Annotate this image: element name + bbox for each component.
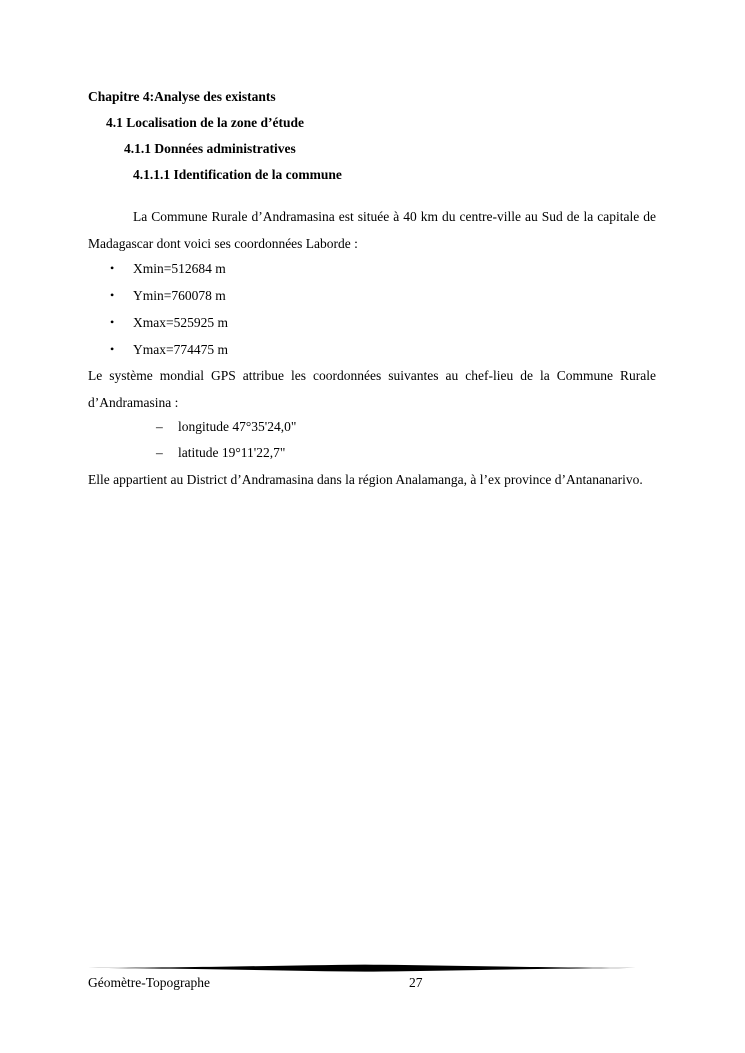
bullet-icon: • [110, 288, 115, 302]
gps-latitude: latitude 19°11'22,7" [178, 445, 286, 460]
intro-paragraph: La Commune Rurale d’Andramasina est située à 40 km du centre-ville au Sud de la capitale de Madagascar dont voici ses coordonnées Laborde : [88, 209, 656, 251]
chapter-heading: Chapitre 4:Analyse des existants [88, 89, 276, 104]
list-item [88, 440, 296, 466]
coordinate-ymax: Ymax=774475 m [133, 342, 228, 357]
list-item [88, 309, 228, 336]
bullet-icon: • [110, 315, 115, 329]
subsubsection-heading: 4.1.1.1 Identification de la commune [133, 167, 342, 182]
gps-longitude: longitude 47°35'24,0" [178, 419, 297, 434]
coordinate-xmin: Xmin=512684 m [133, 261, 226, 276]
dash-icon: – [156, 419, 163, 434]
footer-divider [88, 963, 643, 973]
gps-paragraph: Le système mondial GPS attribue les coordonnées suivantes au chef-lieu de la Commune Rurale d’Andramasina : [88, 368, 656, 410]
list-item [88, 336, 228, 363]
dash-icon: – [156, 445, 163, 460]
admin-paragraph: Elle appartient au District d’Andramasina dans la région Analamanga, à l’ex province d’Antananarivo. [88, 472, 643, 487]
list-item [88, 282, 228, 309]
coordinate-xmax: Xmax=525925 m [133, 315, 228, 330]
subsection-heading: 4.1.1 Données administratives [124, 141, 296, 156]
list-item [88, 255, 228, 282]
list-item [88, 414, 296, 440]
coordinate-ymin: Ymin=760078 m [133, 288, 226, 303]
footer-title: Géomètre-Topographe [88, 975, 211, 990]
bullet-icon: • [110, 261, 115, 275]
section-heading: 4.1 Localisation de la zone d’étude [106, 115, 304, 130]
gps-coordinates-list [88, 414, 296, 466]
page-number: 27 [409, 975, 423, 990]
laborde-coordinates-list [88, 255, 228, 363]
bullet-icon: • [110, 342, 115, 356]
